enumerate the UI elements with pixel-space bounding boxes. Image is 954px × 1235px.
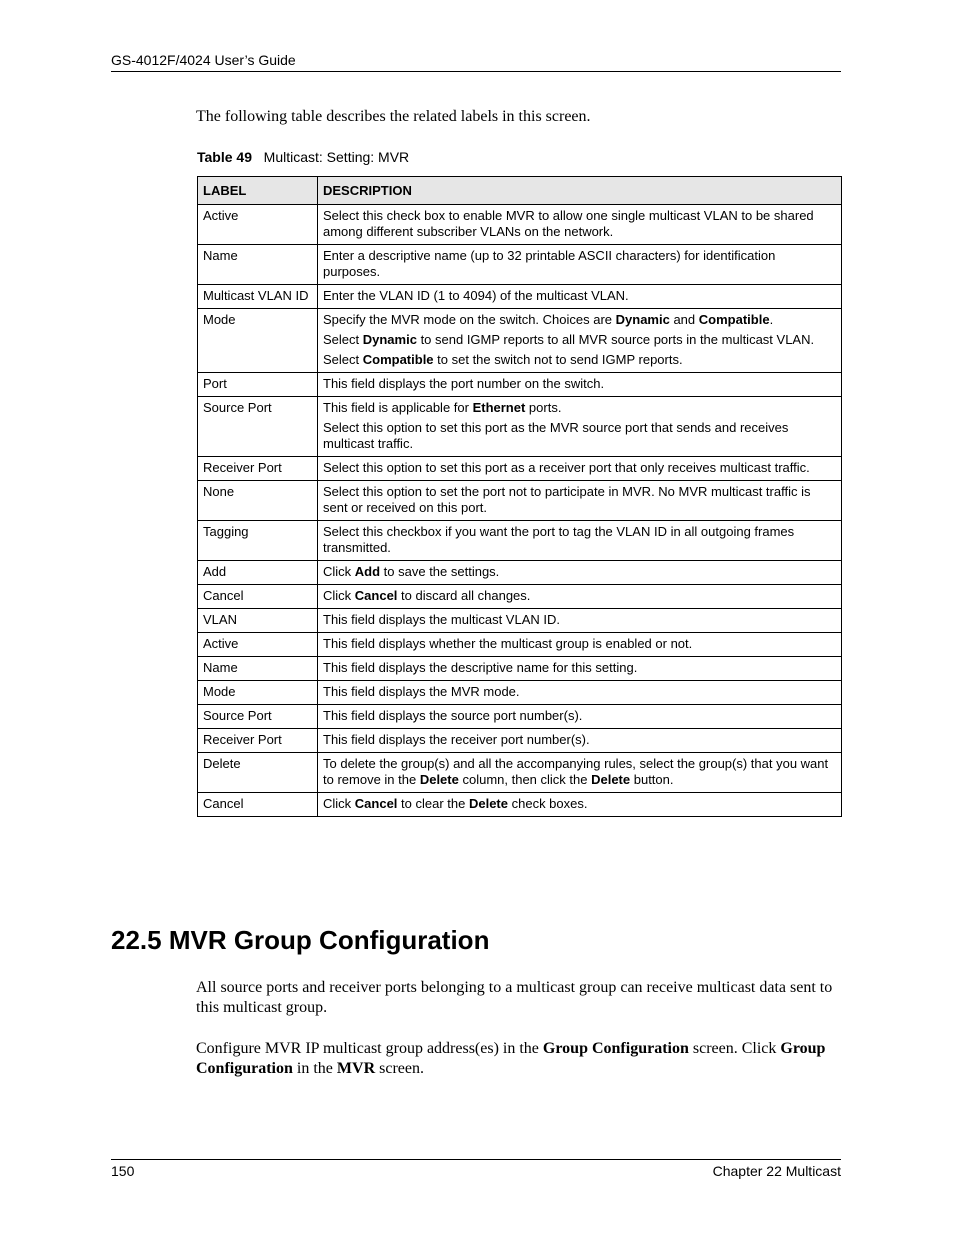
description-paragraph [323, 524, 836, 556]
row-description [318, 705, 842, 729]
text-run: check boxes. [508, 796, 588, 811]
table-row [198, 753, 842, 793]
description-paragraph [323, 312, 836, 328]
table-row [198, 729, 842, 753]
text-run: This field displays the receiver port number(s). [323, 732, 590, 747]
text-run: column, then click the [458, 772, 592, 787]
row-label: Tagging [198, 521, 318, 561]
text-run: in the [292, 1060, 337, 1077]
description-paragraph [323, 420, 836, 452]
row-description [318, 397, 842, 457]
bold-term: Add [354, 564, 381, 579]
row-description [318, 205, 842, 245]
row-description [318, 457, 842, 481]
text-run: to set the switch not to send IGMP reports. [433, 352, 683, 367]
row-description [318, 245, 842, 285]
row-label: Add [198, 561, 318, 585]
row-label: VLAN [198, 609, 318, 633]
text-run: to send IGMP reports to all MVR source ports in the multicast VLAN. [416, 332, 815, 347]
text-run: Enter a descriptive name (up to 32 printable ASCII characters) for identification purposes. [323, 248, 776, 279]
row-description [318, 681, 842, 705]
bold-term: Ethernet [472, 400, 526, 415]
text-run: to save the settings. [380, 564, 500, 579]
bold-term: Cancel [354, 588, 398, 603]
row-description [318, 609, 842, 633]
row-description [318, 793, 842, 817]
description-paragraph [323, 332, 836, 348]
table-header-row [198, 177, 842, 205]
text-run: This field displays the port number on the switch. [323, 376, 605, 391]
bold-term: Delete [419, 772, 459, 787]
row-label: Name [198, 245, 318, 285]
row-label: Name [198, 657, 318, 681]
text-run: to discard all changes. [397, 588, 531, 603]
row-description [318, 561, 842, 585]
table-row [198, 585, 842, 609]
table-row [198, 609, 842, 633]
row-label: Source Port [198, 705, 318, 729]
table-number: Table 49 [197, 149, 252, 165]
description-paragraph [323, 612, 836, 628]
description-paragraph [323, 460, 836, 476]
text-run: Click [323, 796, 355, 811]
table-caption [197, 149, 409, 166]
row-label: Multicast VLAN ID [198, 285, 318, 309]
row-description [318, 729, 842, 753]
text-run: Enter the VLAN ID (1 to 4094) of the multicast VLAN. [323, 288, 629, 303]
table-row [198, 397, 842, 457]
description-paragraph [323, 588, 836, 604]
intro-text: The following table describes the related labels in this screen. [196, 108, 591, 125]
row-description [318, 373, 842, 397]
description-paragraph [323, 376, 836, 392]
bold-term: Group Configuration [196, 1040, 826, 1077]
text-run: Select [323, 332, 363, 347]
section-paragraph [196, 1039, 846, 1079]
row-description [318, 521, 842, 561]
bold-term: Cancel [354, 796, 398, 811]
description-paragraph [323, 400, 836, 416]
text-run: Click [323, 564, 355, 579]
table-row [198, 205, 842, 245]
row-label: Source Port [198, 397, 318, 457]
bold-term: Dynamic [615, 312, 670, 327]
bold-term: Delete [468, 796, 508, 811]
table-title: Multicast: Setting: MVR [263, 149, 410, 165]
text-run: screen. Click [688, 1040, 781, 1057]
table-row [198, 561, 842, 585]
text-run: All source ports and receiver ports belonging to a multicast group can receive multicast data sent to this multicast group. [196, 979, 833, 1016]
text-run: Select this option to set the port not to participate in MVR. No MVR multicast traffic is sent or received on this port. [323, 484, 811, 515]
text-run: Select this checkbox if you want the port to tag the VLAN ID in all outgoing frames transmitted. [323, 524, 795, 555]
row-description [318, 753, 842, 793]
table-row [198, 245, 842, 285]
bold-term: Group Configuration [542, 1040, 689, 1057]
table-row [198, 681, 842, 705]
table-row [198, 657, 842, 681]
page-number: 150 [111, 1163, 135, 1179]
bold-term: Delete [591, 772, 631, 787]
bold-term: Compatible [362, 352, 434, 367]
text-run: . [769, 312, 774, 327]
table-row [198, 705, 842, 729]
text-run: Specify the MVR mode on the switch. Choices are [323, 312, 616, 327]
header-description: DESCRIPTION [318, 177, 842, 205]
bold-term: Dynamic [362, 332, 417, 347]
row-label: Mode [198, 681, 318, 705]
description-paragraph [323, 796, 836, 812]
text-run: Select this option to set this port as the MVR source port that sends and receives multicast traffic. [323, 420, 789, 451]
page-footer [111, 1159, 841, 1180]
table-row [198, 457, 842, 481]
text-run: To delete the group(s) and all the accompanying rules, select the group(s) that you want to remove in the [323, 756, 829, 787]
description-paragraph [323, 732, 836, 748]
text-run: This field displays the MVR mode. [323, 684, 520, 699]
description-paragraph [323, 660, 836, 676]
text-run: screen. [375, 1060, 424, 1077]
section-paragraph [196, 978, 846, 1018]
row-label: None [198, 481, 318, 521]
text-run: to clear the [397, 796, 469, 811]
text-run: This field displays the multicast VLAN ID. [323, 612, 560, 627]
description-paragraph [323, 208, 836, 240]
row-label: Cancel [198, 793, 318, 817]
description-paragraph [323, 708, 836, 724]
table-row [198, 633, 842, 657]
row-label: Delete [198, 753, 318, 793]
row-label: Receiver Port [198, 729, 318, 753]
row-label: Receiver Port [198, 457, 318, 481]
table-row [198, 309, 842, 373]
description-paragraph [323, 564, 836, 580]
row-description [318, 633, 842, 657]
table-row [198, 373, 842, 397]
text-run: This field displays whether the multicast group is enabled or not. [323, 636, 693, 651]
text-run: Click [323, 588, 355, 603]
text-run: Select this option to set this port as a receiver port that only receives multicast traffic. [323, 460, 810, 475]
row-description [318, 657, 842, 681]
chapter-label: Chapter 22 Multicast [712, 1163, 841, 1179]
text-run: and [669, 312, 699, 327]
description-paragraph [323, 352, 836, 368]
table-body [198, 205, 842, 817]
row-label: Mode [198, 309, 318, 373]
row-description [318, 481, 842, 521]
bold-term: Compatible [698, 312, 770, 327]
table-row [198, 285, 842, 309]
header-label: LABEL [198, 177, 318, 205]
table-row [198, 481, 842, 521]
description-paragraph [323, 248, 836, 280]
row-description [318, 285, 842, 309]
row-label: Active [198, 205, 318, 245]
description-paragraph [323, 288, 836, 304]
text-run: ports. [525, 400, 562, 415]
text-run: This field displays the descriptive name for this setting. [323, 660, 638, 675]
section-heading: 22.5 MVR Group Configuration [111, 925, 490, 955]
text-run: This field displays the source port number(s). [323, 708, 583, 723]
row-description [318, 585, 842, 609]
description-paragraph [323, 684, 836, 700]
text-run: This field is applicable for [323, 400, 473, 415]
row-label: Cancel [198, 585, 318, 609]
text-run: button. [630, 772, 674, 787]
table-row [198, 793, 842, 817]
text-run: Configure MVR IP multicast group address(es) in the [196, 1040, 543, 1057]
description-paragraph [323, 636, 836, 652]
description-paragraph [323, 484, 836, 516]
row-label: Active [198, 633, 318, 657]
text-run: Select this check box to enable MVR to allow one single multicast VLAN to be shared among different subscriber VLANs on the network. [323, 208, 814, 239]
description-paragraph [323, 756, 836, 788]
text-run: Select [323, 352, 363, 367]
label-description-table [197, 176, 842, 817]
row-description [318, 309, 842, 373]
bold-term: MVR [336, 1060, 376, 1077]
table-row [198, 521, 842, 561]
row-label: Port [198, 373, 318, 397]
running-header: GS-4012F/4024 User’s Guide [111, 52, 841, 72]
